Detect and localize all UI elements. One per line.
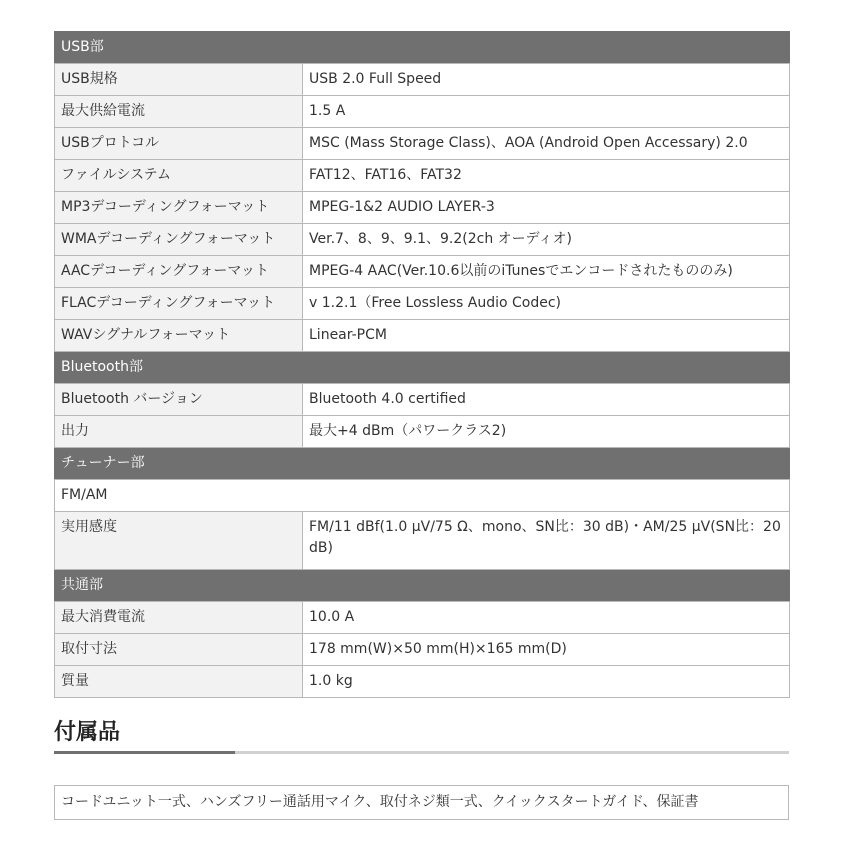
- spec-label: FLACデコーディングフォーマット: [55, 288, 303, 320]
- spec-value: v 1.2.1（Free Lossless Audio Codec): [303, 288, 790, 320]
- section-title: USB部: [55, 32, 303, 64]
- table-row: [55, 256, 790, 288]
- heading-underline-accent: [54, 751, 235, 754]
- section-title: チューナー部: [55, 448, 303, 480]
- spec-value: MPEG-4 AAC(Ver.10.6以前のiTunesでエンコードされたもののみ): [303, 256, 790, 288]
- spec-label: 質量: [55, 666, 303, 698]
- spec-value: Bluetooth 4.0 certified: [303, 384, 790, 416]
- accessories-text: コードユニット一式、ハンズフリー通話用マイク、取付ネジ類一式、クイックスタートガイド、保証書: [61, 794, 699, 810]
- table-row: [55, 480, 790, 512]
- accessories-heading: [54, 718, 789, 756]
- spec-label: Bluetooth バージョン: [55, 384, 303, 416]
- table-row: [55, 320, 790, 352]
- spec-label: WMAデコーディングフォーマット: [55, 224, 303, 256]
- table-row: [55, 512, 790, 570]
- table-row: [55, 192, 790, 224]
- accessories-title: 付属品: [54, 720, 121, 745]
- spec-value: USB 2.0 Full Speed: [303, 64, 790, 96]
- table-row: [55, 160, 790, 192]
- spec-value: FM/11 dBf(1.0 μV/75 Ω、mono、SN比：30 dB)・AM/25 μV(SN比：20 dB): [303, 512, 790, 570]
- spec-value: 178 mm(W)×50 mm(H)×165 mm(D): [303, 634, 790, 666]
- spec-value: MSC (Mass Storage Class)、AOA (Android Open Accessary) 2.0: [303, 128, 790, 160]
- table-row: [55, 634, 790, 666]
- spec-label: AACデコーディングフォーマット: [55, 256, 303, 288]
- table-row: [55, 666, 790, 698]
- section-header-tuner: [55, 448, 790, 480]
- spec-value: Ver.7、8、9、9.1、9.2(2ch オーディオ): [303, 224, 790, 256]
- table-row: [55, 602, 790, 634]
- spec-label: 最大供給電流: [55, 96, 303, 128]
- spec-label: WAVシグナルフォーマット: [55, 320, 303, 352]
- spec-label: 取付寸法: [55, 634, 303, 666]
- spec-table: [54, 31, 790, 698]
- spec-label: 出力: [55, 416, 303, 448]
- table-row: [55, 384, 790, 416]
- table-row: [55, 96, 790, 128]
- section-title: Bluetooth部: [55, 352, 303, 384]
- spec-label: 最大消費電流: [55, 602, 303, 634]
- table-row: [55, 288, 790, 320]
- spec-value: 10.0 A: [303, 602, 790, 634]
- spec-label: MP3デコーディングフォーマット: [55, 192, 303, 224]
- tuner-subheader: FM/AM: [55, 480, 790, 512]
- spec-value: 1.5 A: [303, 96, 790, 128]
- spec-label: 実用感度: [55, 512, 303, 570]
- spec-label: USBプロトコル: [55, 128, 303, 160]
- spec-value: MPEG-1&2 AUDIO LAYER-3: [303, 192, 790, 224]
- spec-value: 最大+4 dBm（パワークラス2): [303, 416, 790, 448]
- section-header-usb: [55, 32, 790, 64]
- section-title: 共通部: [55, 570, 303, 602]
- spec-value: FAT12、FAT16、FAT32: [303, 160, 790, 192]
- table-row: [55, 128, 790, 160]
- table-row: [55, 224, 790, 256]
- spec-label: USB規格: [55, 64, 303, 96]
- spec-label: ファイルシステム: [55, 160, 303, 192]
- spec-value: 1.0 kg: [303, 666, 790, 698]
- accessories-list: [54, 785, 789, 820]
- section-header-bluetooth: [55, 352, 790, 384]
- table-row: [55, 64, 790, 96]
- spec-value: Linear-PCM: [303, 320, 790, 352]
- section-header-common: [55, 570, 790, 602]
- table-row: [55, 416, 790, 448]
